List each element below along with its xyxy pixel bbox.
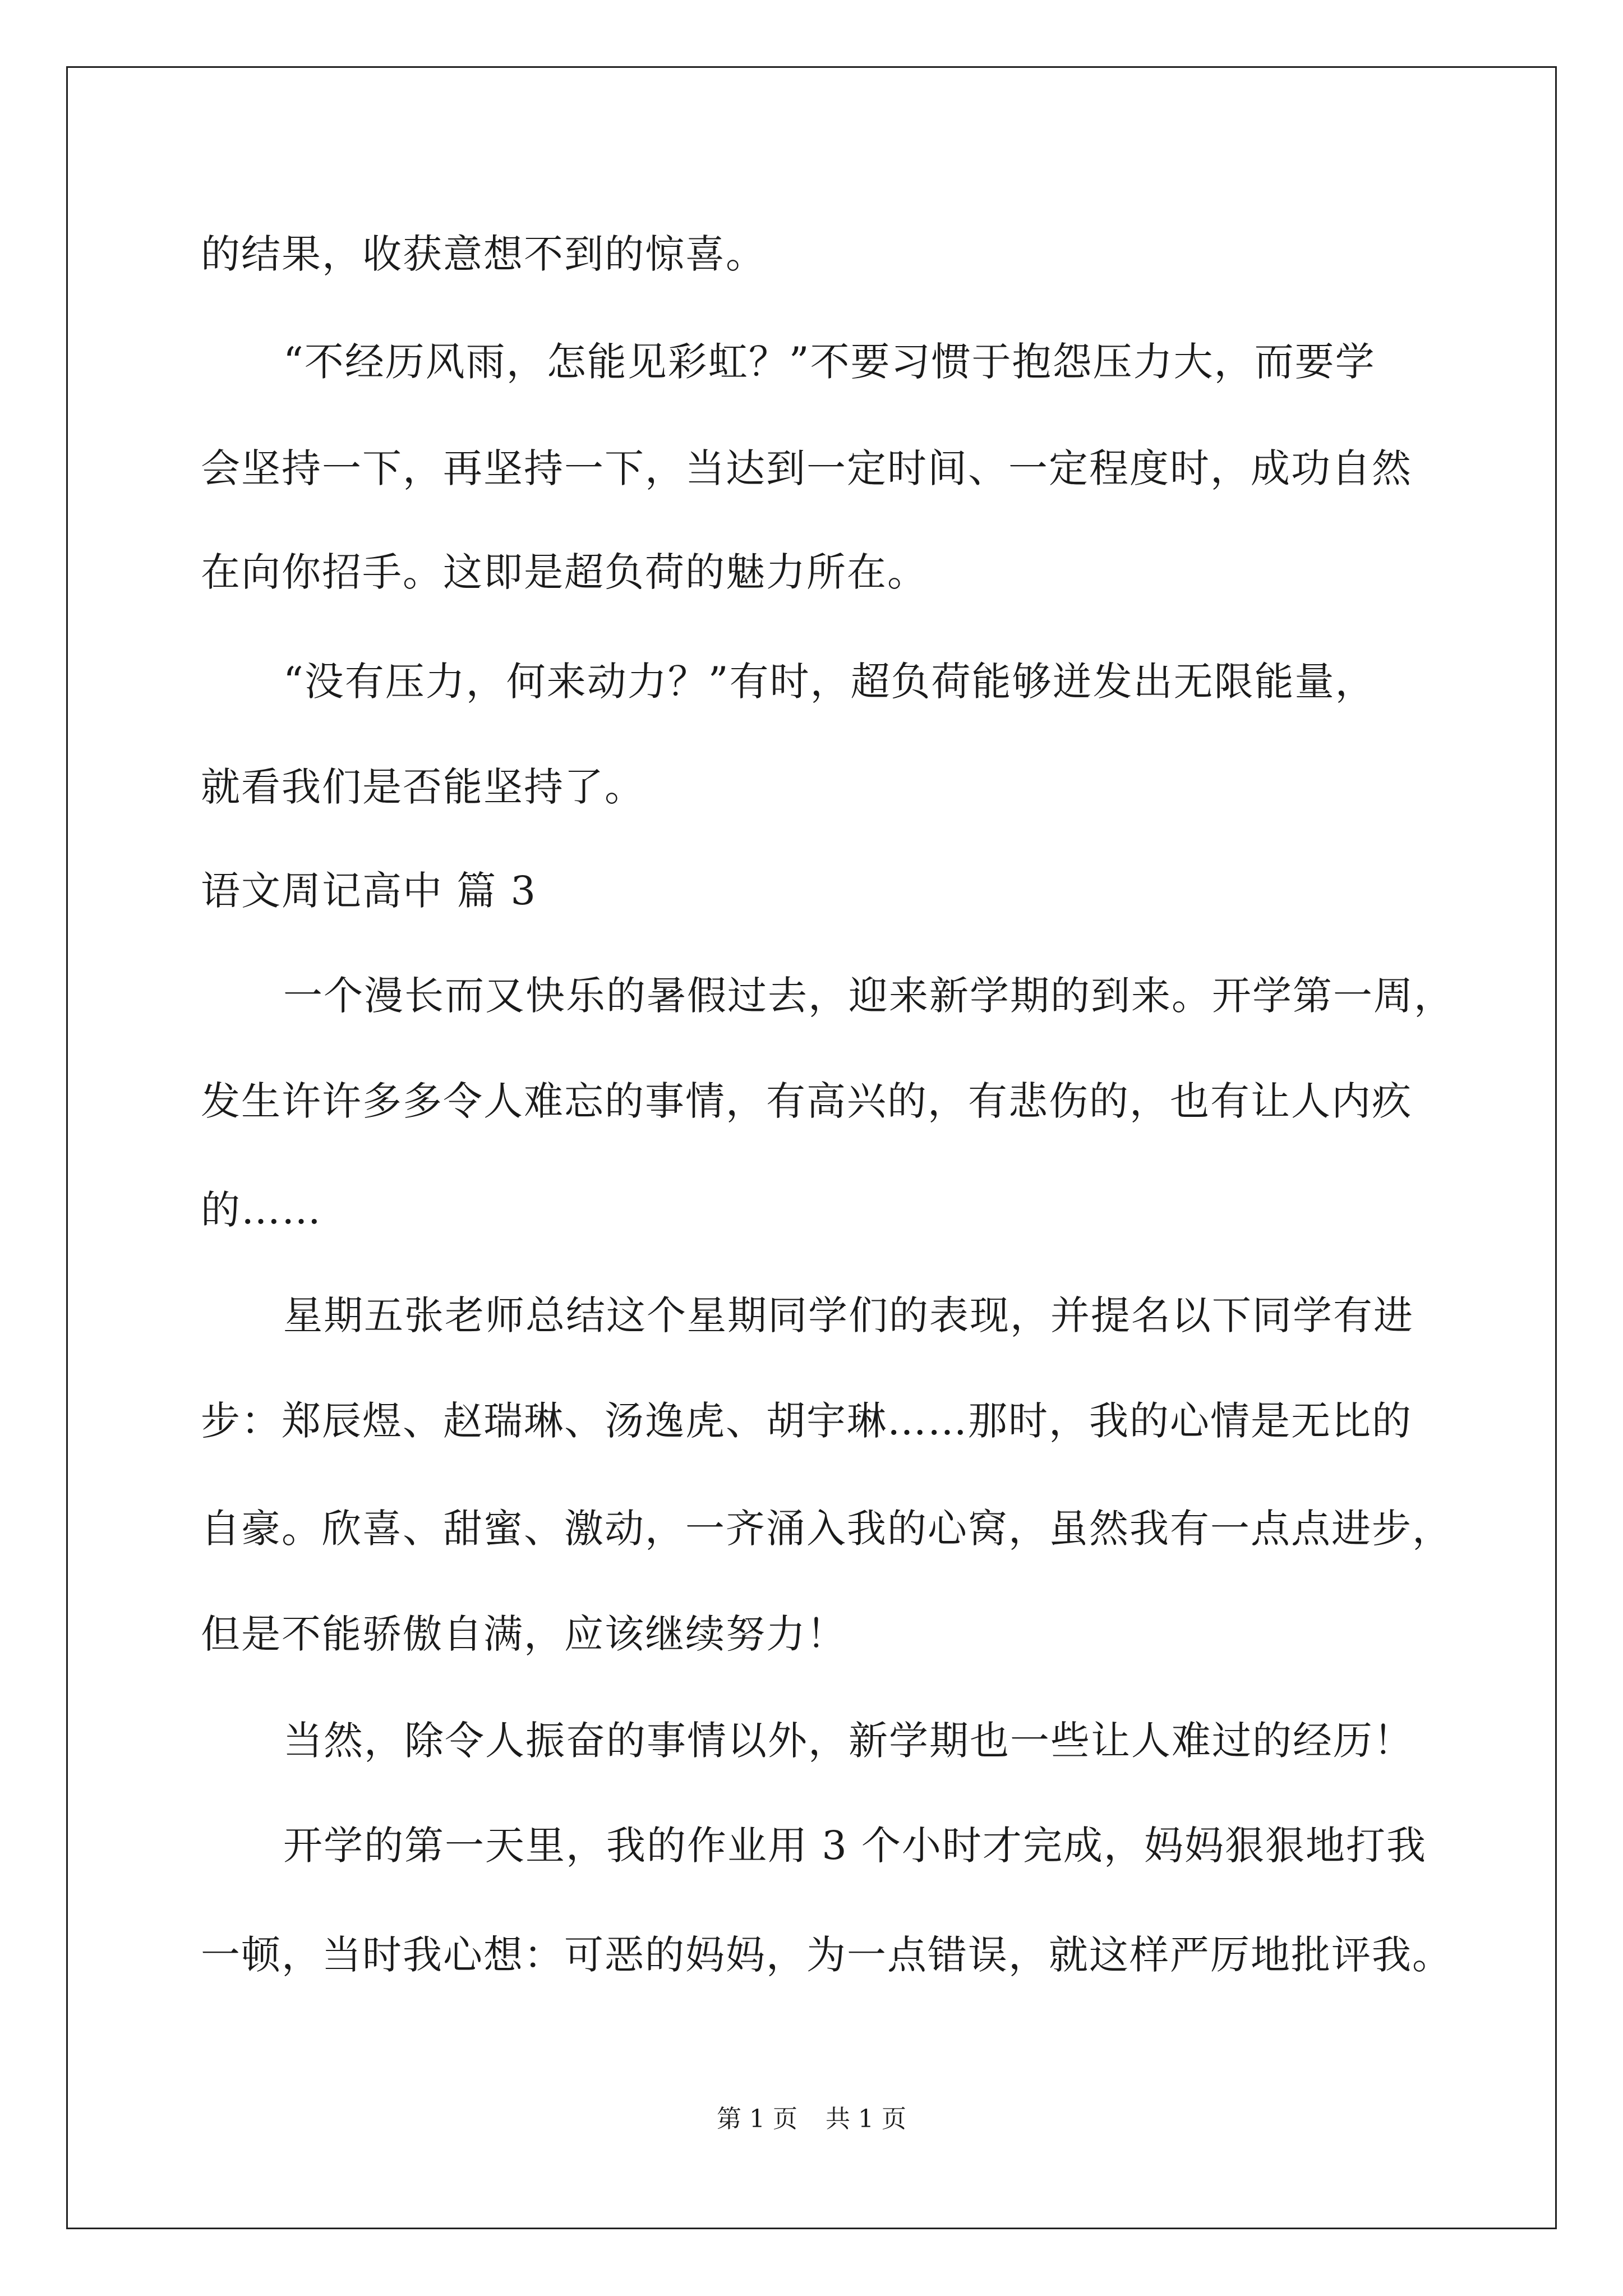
paragraph-line: 步：郑辰煜、赵瑞琳、汤逸虎、胡宇琳……那时，我的心情是无比的 — [201, 1398, 1412, 1444]
paragraph-line: 一顿，当时我心想：可恶的妈妈，为一点错误，就这样严厉地批评我。 — [201, 1932, 1453, 1978]
paragraph-line: 自豪。欣喜、甜蜜、激动，一齐涌入我的心窝，虽然我有一点点进步， — [201, 1506, 1453, 1552]
page-border — [66, 66, 1557, 2229]
section-heading: 语文周记高中 篇 3 — [201, 868, 537, 914]
page-number: 第 1 页 — [717, 2105, 797, 2133]
paragraph-line: 当然，除令人振奋的事情以外，新学期也一些让人难过的经历！ — [283, 1718, 1414, 1764]
page-footer — [0, 2102, 1623, 2136]
paragraph-line: 会坚持一下，再坚持一下，当达到一定时间、一定程度时，成功自然 — [201, 445, 1412, 491]
paragraph-line: 星期五张老师总结这个星期同学们的表现，并提名以下同学有进 — [283, 1292, 1414, 1338]
paragraph-line: 的…… — [201, 1187, 322, 1233]
paragraph-line: “不经历风雨，怎能见彩虹？”不要习惯于抱怨压力大，而要学 — [283, 339, 1376, 385]
paragraph-line: 但是不能骄傲自满，应该继续努力！ — [201, 1611, 847, 1657]
paragraph-line: 开学的第一天里，我的作业用 3 个小时才完成，妈妈狠狠地打我 — [283, 1823, 1427, 1869]
page-total: 共 1 页 — [826, 2105, 906, 2133]
paragraph-line: 在向你招手。这即是超负荷的魅力所在。 — [201, 549, 928, 595]
paragraph-line: 就看我们是否能坚持了。 — [201, 764, 645, 810]
paragraph-line: “没有压力，何来动力？”有时，超负荷能够迸发出无限能量， — [283, 659, 1376, 705]
paragraph-line: 一个漫长而又快乐的暑假过去，迎来新学期的到来。开学第一周， — [283, 973, 1454, 1019]
paragraph-line: 的结果，收获意想不到的惊喜。 — [201, 231, 766, 277]
paragraph-line: 发生许许多多令人难忘的事情，有高兴的，有悲伤的，也有让人内疚 — [201, 1078, 1412, 1124]
